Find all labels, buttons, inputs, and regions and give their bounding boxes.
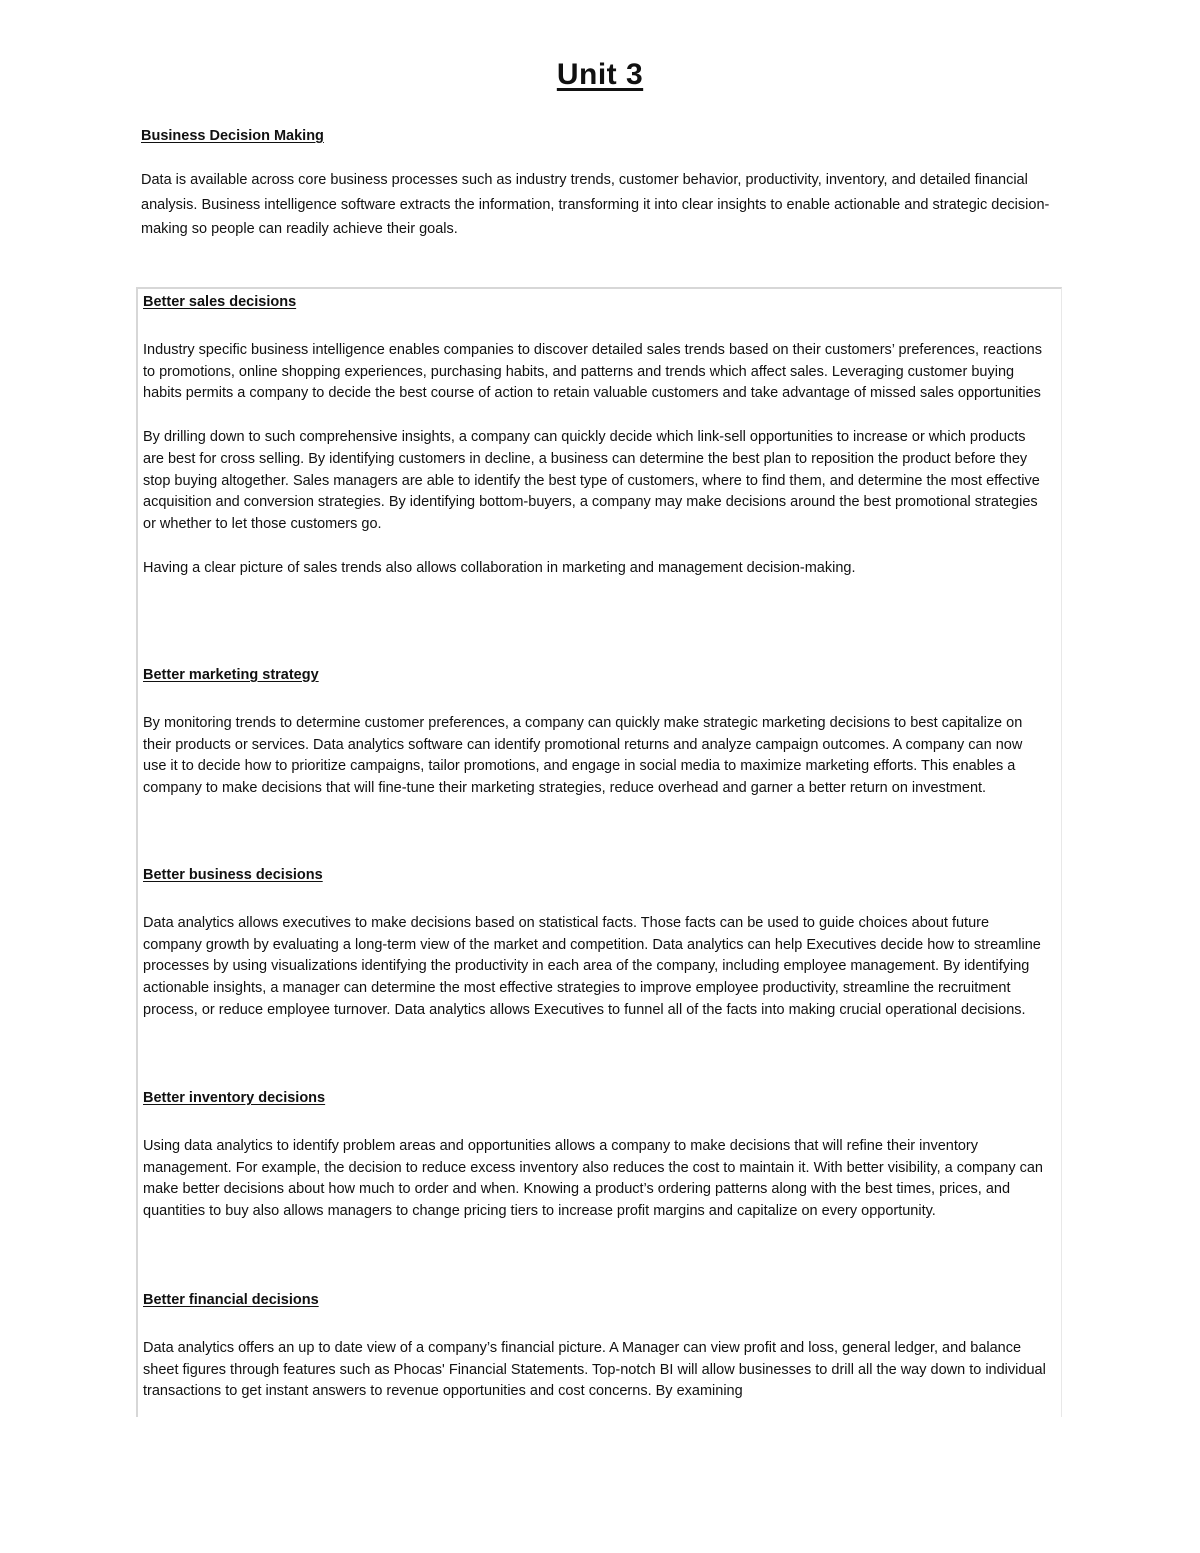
- intro-heading: Business Decision Making: [141, 128, 324, 144]
- section-heading-financial: Better financial decisions: [143, 1292, 319, 1308]
- paragraph: Industry specific business intelligence enables companies to discover detailed sales trends based on their customers’ preferences, reactions to promotions, online shopping experiences, purchasing habits, and patterns and trends which affect sales. Leveraging customer buying habits permits a company to decide the best course of action to retain valuable customers and take advantage of missed sales opportunities: [143, 342, 1042, 402]
- paragraph: Having a clear picture of sales trends also allows collaboration in marketing and management decision-making.: [143, 559, 856, 576]
- section-heading-business: Better business decisions: [143, 867, 323, 883]
- intro-paragraph: Data is available across core business processes such as industry trends, customer behavior, productivity, inventory, and detailed financial analysis. Business intelligence software extracts the information, transforming it into clear insights to enable actionable and strategic decision-making so people can readily achieve their goals.: [141, 172, 1050, 237]
- section-heading-inventory: Better inventory decisions: [143, 1090, 326, 1106]
- paragraph: Using data analytics to identify problem areas and opportunities allows a company to make decisions that will refine their inventory management. For example, the decision to reduce excess inventory also reduces the cost to maintain it. With better visibility, a company can make better decisions about how much to order and when. Knowing a product’s ordering patterns along with the best times, prices, and quantities to buy also allows managers to change pricing tiers to increase profit margins and capitalize on every opportunity.: [143, 1138, 1043, 1220]
- section-marketing: [143, 665, 1048, 800]
- intro-section: [141, 126, 1071, 242]
- paragraph: Data analytics offers an up to date view of a company’s financial picture. A Manager can view profit and loss, general ledger, and balance sheet figures through features such as Phocas' Financial Statements. Top-notch BI will allow businesses to drill all the way down to individual transactions to get instant answers to revenue opportunities and cost concerns. By examining: [143, 1340, 1046, 1400]
- section-sales: [143, 292, 1048, 579]
- page-title: Unit 3: [556, 58, 644, 91]
- paragraph: Data analytics allows executives to make decisions based on statistical facts. Those facts can be used to guide choices about future company growth by evaluating a long-term view of the market and competition. Data analytics can help Executives decide how to streamline processes by using visualizations identifying the productivity in each area of the company, including employee management. By identifying actionable insights, a manager can determine the most effective strategies to improve employee productivity, streamline the recruitment process, or reduce employee turnover. Data analytics allows Executives to funnel all of the facts into making crucial operational decisions.: [143, 915, 1041, 1018]
- section-heading-marketing: Better marketing strategy: [143, 667, 319, 683]
- section-business: [143, 865, 1048, 1022]
- section-heading-sales: Better sales decisions: [143, 294, 297, 310]
- paragraph: By monitoring trends to determine customer preferences, a company can quickly make strategic marketing decisions to best capitalize on their products or services. Data analytics software can identify promotional returns and analyze campaign outcomes. A company can now use it to decide how to prioritize campaigns, tailor promotions, and engage in social media to maximize marketing efforts. This enables a company to make decisions that will fine-tune their marketing strategies, reduce overhead and garner a better return on investment.: [143, 715, 1023, 797]
- content-frame: [136, 287, 1062, 1417]
- section-inventory: [143, 1088, 1048, 1223]
- paragraph: By drilling down to such comprehensive insights, a company can quickly decide which link-sell opportunities to increase or which products are best for cross selling. By identifying customers in decline, a business can determine the best plan to reposition the product before they stop buying altogether. Sales managers are able to identify the best type of customers, where to find them, and determine the most effective acquisition and conversion strategies. By identifying bottom-buyers, a company may make decisions around the best promotional strategies or whether to let those customers go.: [143, 429, 1040, 532]
- section-financial: [143, 1290, 1048, 1403]
